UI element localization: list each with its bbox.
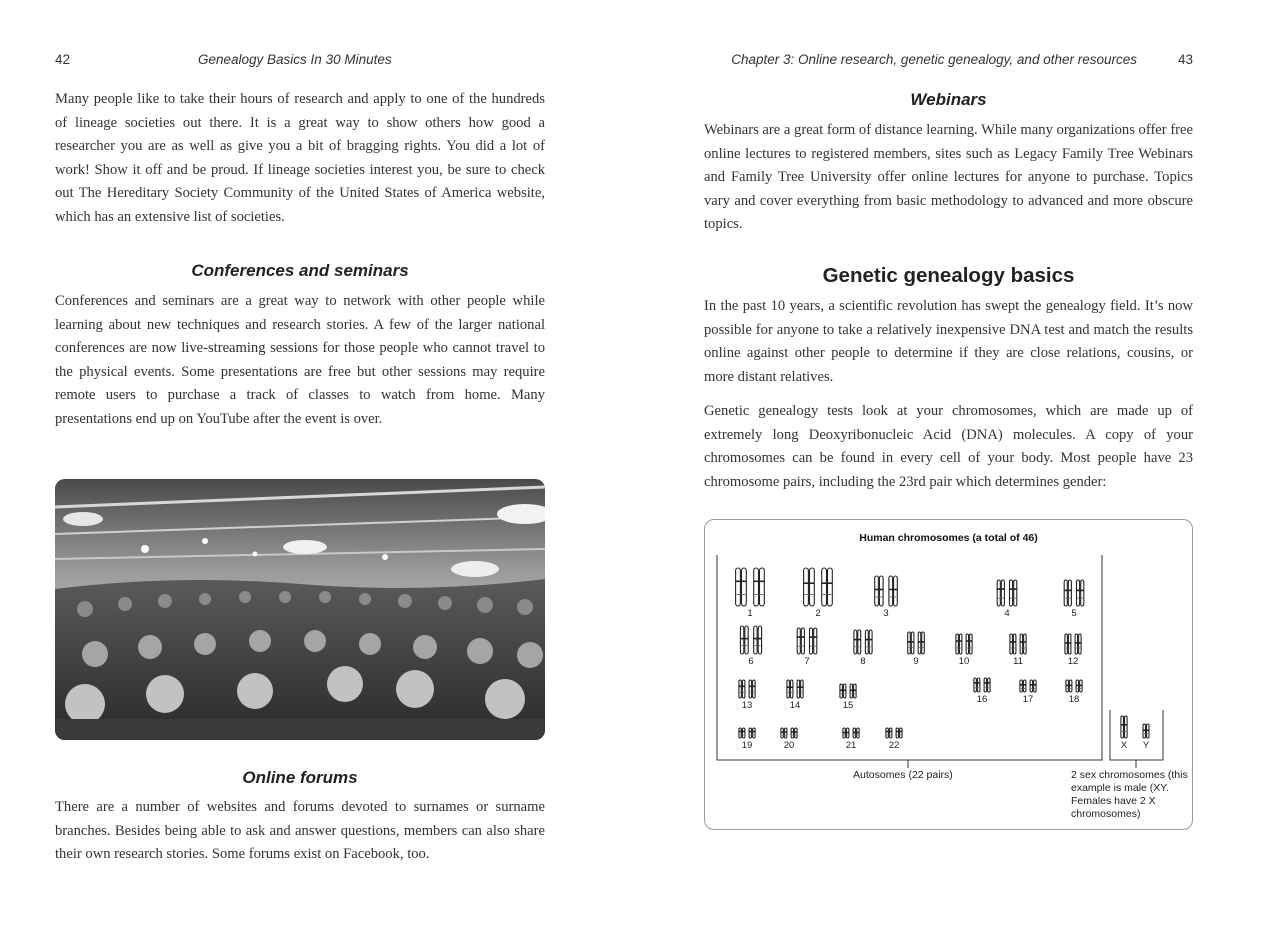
paragraph-genetic-2: Genetic genealogy tests look at your chromosomes, which are made up of extremely long Deoxyribonucleic Acid (DNA) molecules. A copy of your chromosomes can be found in every cell of your body. Most people have 23 chromosome pairs, including the 23rd pair which determines gender: — [704, 403, 1193, 490]
chromosome-pair-22 — [886, 728, 902, 751]
chromosome-label: 18 — [1068, 694, 1080, 705]
chromosome-pair-16 — [974, 678, 990, 705]
autosomes-bracket — [717, 555, 1102, 760]
sex-chromosomes-label: 2 sex chromosomes (this example is male (XY. Females have 2 X chromosomes) — [1071, 769, 1188, 820]
chromosome-label: 20 — [783, 740, 795, 751]
chromosome-pair-12 — [1065, 634, 1081, 667]
left-page — [55, 0, 545, 935]
heading-genetic-genealogy-basics: Genetic genealogy basics — [822, 264, 1075, 287]
page-number-right: 43 — [1177, 52, 1193, 67]
chromosome-label: 5 — [1071, 608, 1077, 619]
heading-webinars: Webinars — [910, 90, 987, 109]
chromosome-pair-3 — [875, 576, 898, 619]
paragraph-lineage-societies: Many people like to take their hours of research and apply to one of the hundreds of lineage societies out there. It is a great way to show others how good a researcher you are as well as give you a bit of bragging rights. You did a lot of work! Show it off and be proud. If lineage societies interest you, be sure to check out The Hereditary Society Community of the United States of America website, which has an extensive list of societies. — [55, 91, 545, 225]
chromosome-pair-14 — [787, 680, 803, 711]
chromosome-label: X — [1120, 740, 1128, 751]
chromosome-pair-21 — [843, 728, 859, 751]
chromosome-label: 19 — [741, 740, 753, 751]
conference-photo-graphic — [55, 479, 545, 740]
chromosome-label: 15 — [842, 700, 854, 711]
chromosome-pair-20 — [781, 728, 797, 751]
chromosome-label: 22 — [888, 740, 900, 751]
chromosome-pair-18 — [1066, 680, 1082, 705]
chromosome-pair-5 — [1064, 580, 1084, 619]
chromosome-pair-1 — [736, 568, 765, 619]
chromosome-label: 8 — [860, 656, 866, 667]
heading-conferences: Conferences and seminars — [191, 261, 409, 280]
paragraph-conferences: Conferences and seminars are a great way to network with other people while learning about new techniques and research stories. A few of the larger national conferences are now live-streaming sessions for those people who cannot travel to the physical events. Some presentations are free but other sessions may require remote users to purchase a track of classes to watch from home. Many presentations end up on YouTube after the event is over. — [55, 293, 545, 427]
chromosome-label: 10 — [958, 656, 970, 667]
chromosome-pair-4 — [997, 580, 1017, 619]
chromosome-label: 2 — [815, 608, 821, 619]
chromosome-label: 21 — [845, 740, 857, 751]
chromosome-label: 6 — [748, 656, 754, 667]
chromosome-pair-8 — [854, 630, 872, 667]
chromosome-pair-2 — [804, 568, 833, 619]
chromosome-pair-19 — [739, 728, 755, 751]
chromosome-pair-X — [1121, 716, 1128, 751]
chromosome-pair-17 — [1020, 680, 1036, 705]
sex-bracket — [1110, 710, 1163, 760]
chromosome-label: 9 — [913, 656, 919, 667]
chromosome-pair-15 — [840, 684, 856, 711]
chromosome-label: 11 — [1013, 656, 1023, 667]
chromosome-label: 7 — [804, 656, 810, 667]
chromosome-label: 3 — [883, 608, 889, 619]
chromosome-label: 16 — [976, 694, 988, 705]
autosomes-label: Autosomes (22 pairs) — [853, 769, 953, 781]
chromosome-pair-9 — [908, 632, 925, 667]
heading-online-forums: Online forums — [242, 768, 358, 787]
conference-audience-photo — [55, 479, 545, 740]
chromosome-pair-Y — [1143, 724, 1150, 751]
chromosome-pair-10 — [956, 634, 972, 667]
figure-title: Human chromosomes (a total of 46) — [859, 532, 1038, 544]
chromosome-pair-11 — [1010, 634, 1026, 667]
chromosome-label: 14 — [789, 700, 801, 711]
chromosome-label: 1 — [747, 608, 753, 619]
karyotype-figure — [704, 519, 1193, 830]
right-page — [704, 0, 1193, 935]
chromosome-label: 13 — [741, 700, 753, 711]
chromosome-label: 17 — [1022, 694, 1034, 705]
running-title-left: Genealogy Basics In 30 Minutes — [198, 52, 392, 67]
chromosome-pair-6 — [740, 626, 761, 667]
chromosome-label: 4 — [1004, 608, 1010, 619]
paragraph-online-forums: There are a number of websites and forums devoted to surnames or surname branches. Besides being able to ask and answer questions, members can also share their own research stories. Some forums exist on Facebook, too. — [55, 799, 545, 862]
paragraph-webinars: Webinars are a great form of distance learning. While many organizations offer free online lectures to registered members, sites such as Legacy Family Tree Webinars and Family Tree University offer online lectures for anyone to purchase. Topics vary and cover everything from basic methodology to advanced and more obscure topics. — [704, 122, 1193, 232]
chromosome-pair-13 — [739, 680, 755, 711]
chromosome-label: 12 — [1067, 656, 1079, 667]
page-number-left: 42 — [55, 52, 71, 67]
chromosome-pair-7 — [797, 628, 817, 667]
running-title-right: Chapter 3: Online research, genetic genealogy, and other resources — [731, 52, 1137, 67]
chromosome-label: Y — [1142, 740, 1150, 751]
paragraph-genetic-1: In the past 10 years, a scientific revolution has swept the genealogy field. It’s now possible for anyone to take a relatively inexpensive DNA test and match the results online against other people to determine if they are close relations, cousins, or more distant relatives. — [704, 298, 1193, 385]
